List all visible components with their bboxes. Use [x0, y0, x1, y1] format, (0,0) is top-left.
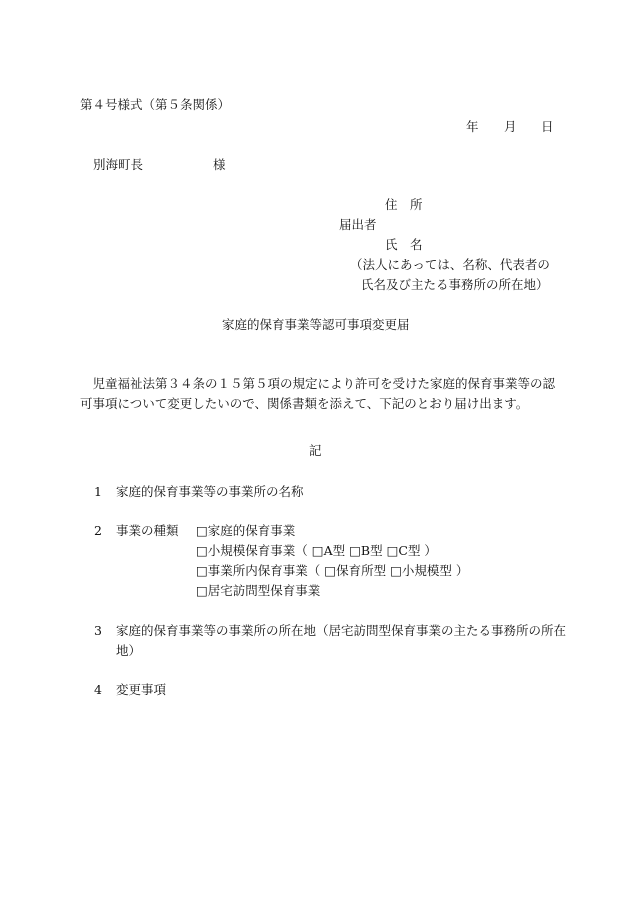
date-month-label: 月 [504, 119, 517, 134]
item-number: 2 [94, 523, 102, 538]
date-day-label: 日 [541, 119, 554, 134]
item-number: 3 [94, 623, 102, 638]
corporation-note-line1: （法人にあっては、名称、代表者の [350, 257, 550, 272]
business-type-option: □居宅訪問型保育事業 [196, 583, 321, 598]
item-business-type: 事業の種類 [116, 523, 179, 538]
address-label: 住 所 [385, 197, 423, 212]
item-facility-name: 家庭的保育事業等の事業所の名称 [116, 484, 304, 499]
name-label: 氏 名 [385, 237, 423, 252]
corporation-note-line2: 氏名及び主たる事務所の所在地） [361, 277, 549, 292]
business-type-option: □事業所内保育事業（ □保育所型 □小規模型 ） [196, 563, 469, 578]
item-change-details: 変更事項 [116, 682, 167, 697]
item-facility-location-cont: 地） [116, 643, 142, 658]
form-number: 第４号様式（第５条関係） [80, 97, 231, 112]
business-type-option: □小規模保育事業（ □A型 □B型 □C型 ） [196, 543, 437, 558]
addressee-name: 別海町長 [93, 157, 144, 172]
item-number: 4 [94, 682, 102, 697]
item-number: 1 [94, 484, 102, 499]
date-year-label: 年 [466, 119, 479, 134]
document-title: 家庭的保育事業等認可事項変更届 [222, 317, 410, 332]
business-type-option: □家庭的保育事業 [196, 523, 296, 538]
item-facility-location: 家庭的保育事業等の事業所の所在地（居宅訪問型保育事業の主たる事務所の所在 [116, 623, 567, 638]
ki-heading: 記 [309, 443, 322, 458]
body-paragraph: 児童福祉法第３４条の１５第５項の規定により許可を受けた家庭的保育事業等の認可事項について変更したいので、関係書類を添えて、下記のとおり届け出ます。 [80, 376, 556, 411]
addressee-honorific: 様 [213, 157, 226, 172]
notifier-label: 届出者 [339, 217, 377, 232]
